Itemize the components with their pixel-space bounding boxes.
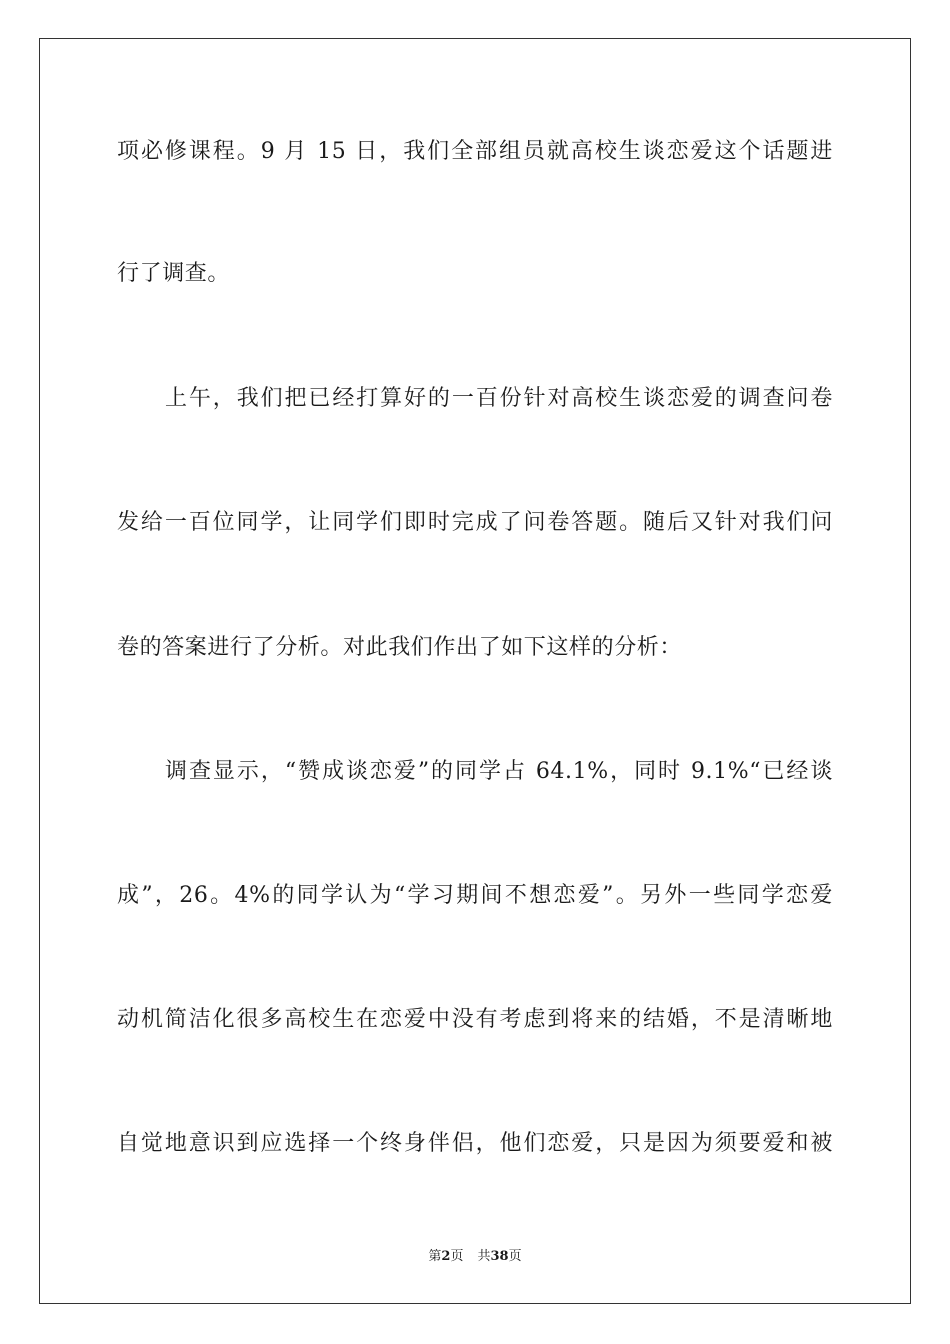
page-border [39,38,911,1304]
page-footer [0,1248,950,1266]
footer-page-prefix: 第 [428,1249,442,1264]
footer-total-pages: 38 [490,1249,509,1264]
footer-page-number: 2 [441,1249,451,1264]
text-line-7: 成”，26。4%的同学认为“学习期间不想恋爱”。另外一些同学恋爱 [117,883,833,908]
footer-total-suffix: 页 [508,1249,522,1264]
footer-total-prefix: 共 [477,1249,491,1264]
text-line-4: 发给一百位同学，让同学们即时完成了问卷答题。随后又针对我们问 [117,510,833,535]
text-line-8: 动机简洁化很多高校生在恋爱中没有考虑到将来的结婚，不是清晰地 [117,1007,833,1032]
text-line-6: 调查显示，“赞成谈恋爱”的同学占 64.1%，同时 9.1%“已经谈 [165,759,833,784]
text-line-3: 上午，我们把已经打算好的一百份针对高校生谈恋爱的调查问卷 [165,386,833,411]
text-line-5: 卷的答案进行了分析。对此我们作出了如下这样的分析： [117,635,683,660]
text-line-2: 行了调查。 [117,261,231,286]
text-line-1: 项必修课程。9 月 15 日，我们全部组员就高校生谈恋爱这个话题进 [117,139,833,164]
footer-page-suffix: 页 [450,1249,464,1264]
text-line-9: 自觉地意识到应选择一个终身伴侣，他们恋爱，只是因为须要爱和被 [117,1131,833,1156]
